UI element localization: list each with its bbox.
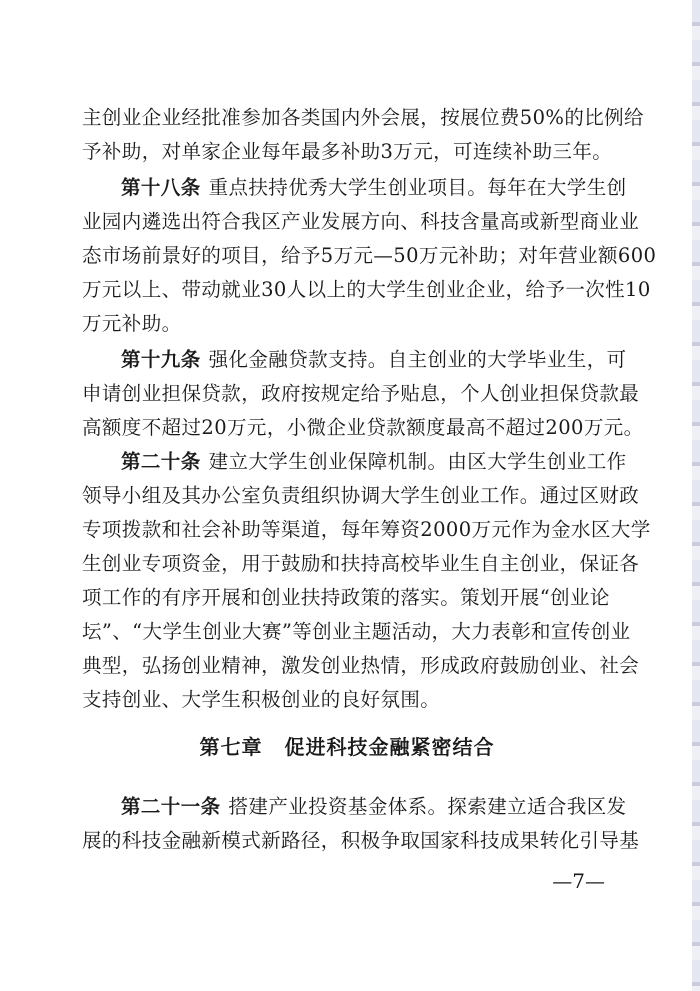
- article-first-line: [82, 445, 627, 479]
- paragraph-line: 支持创业、大学生积极创业的良好氛围。: [82, 688, 441, 711]
- paragraph-line: 专项拨款和社会补助等渠道，每年筹资2000万元作为金水区大学: [82, 518, 651, 541]
- paragraph-line: 万元补助。: [82, 312, 182, 335]
- paragraph-line: 坛”、“大学生创业大赛”等创业主题活动，大力表彰和宣传创业: [82, 620, 631, 643]
- article-heading-text: 重点扶持优秀大学生创业项目。每年在大学生创: [208, 176, 627, 199]
- article-label: 第二十条: [121, 450, 201, 473]
- chapter-heading: [82, 730, 612, 764]
- chapter-title: 促进科技金融紧密结合: [284, 735, 495, 759]
- article-19: [82, 343, 644, 445]
- article-label: 第二十一条: [121, 795, 221, 818]
- article-18: [82, 171, 657, 341]
- article-21: [82, 790, 640, 858]
- paragraph-line: 典型，弘扬创业精神，激发创业热情，形成政府鼓励创业、社会: [82, 654, 640, 677]
- article-20: [82, 445, 651, 717]
- article-first-line: [82, 790, 627, 824]
- page-number: —7—: [552, 869, 605, 893]
- continuation-paragraph: [82, 101, 644, 169]
- paragraph-line: 态市场前景好的项目，给予5万元—50万元补助；对年营业额600: [82, 244, 657, 267]
- article-heading-text: 搭建产业投资基金体系。探索建立适合我区发: [228, 795, 627, 818]
- scan-edge-strip: [692, 0, 700, 991]
- paragraph-line: 主创业企业经批准参加各类国内外会展，按展位费50%的比例给: [82, 106, 644, 129]
- paragraph-line: 领导小组及其办公室负责组织协调大学生创业工作。通过区财政: [82, 484, 640, 507]
- paragraph-line: 高额度不超过20万元，小微企业贷款额度最高不超过200万元。: [82, 416, 644, 439]
- chapter-number: 第七章: [199, 735, 263, 759]
- paragraph-line: 予补助，对单家企业每年最多补助3万元，可连续补助三年。: [82, 140, 613, 163]
- paragraph-line: 展的科技金融新模式新路径，积极争取国家科技成果转化引导基: [82, 829, 640, 852]
- paragraph-line: 生创业专项资金，用于鼓励和扶持高校毕业生自主创业，保证各: [82, 552, 640, 575]
- article-heading-text: 建立大学生创业保障机制。由区大学生创业工作: [208, 450, 627, 473]
- article-first-line: [82, 171, 627, 205]
- article-label: 第十九条: [121, 348, 201, 371]
- article-heading-text: 强化金融贷款支持。自主创业的大学毕业生，可: [208, 348, 627, 371]
- paragraph-line: 申请创业担保贷款，政府按规定给予贴息，个人创业担保贷款最: [82, 382, 640, 405]
- paragraph-line: 项工作的有序开展和创业扶持政策的落实。策划开展“创业论: [82, 586, 610, 609]
- article-label: 第十八条: [121, 176, 201, 199]
- article-first-line: [82, 343, 627, 377]
- paragraph-line: 业园内遴选出符合我区产业发展方向、科技含量高或新型商业业: [82, 210, 640, 233]
- paragraph-line: 万元以上、带动就业30人以上的大学生创业企业，给予一次性10: [82, 278, 651, 301]
